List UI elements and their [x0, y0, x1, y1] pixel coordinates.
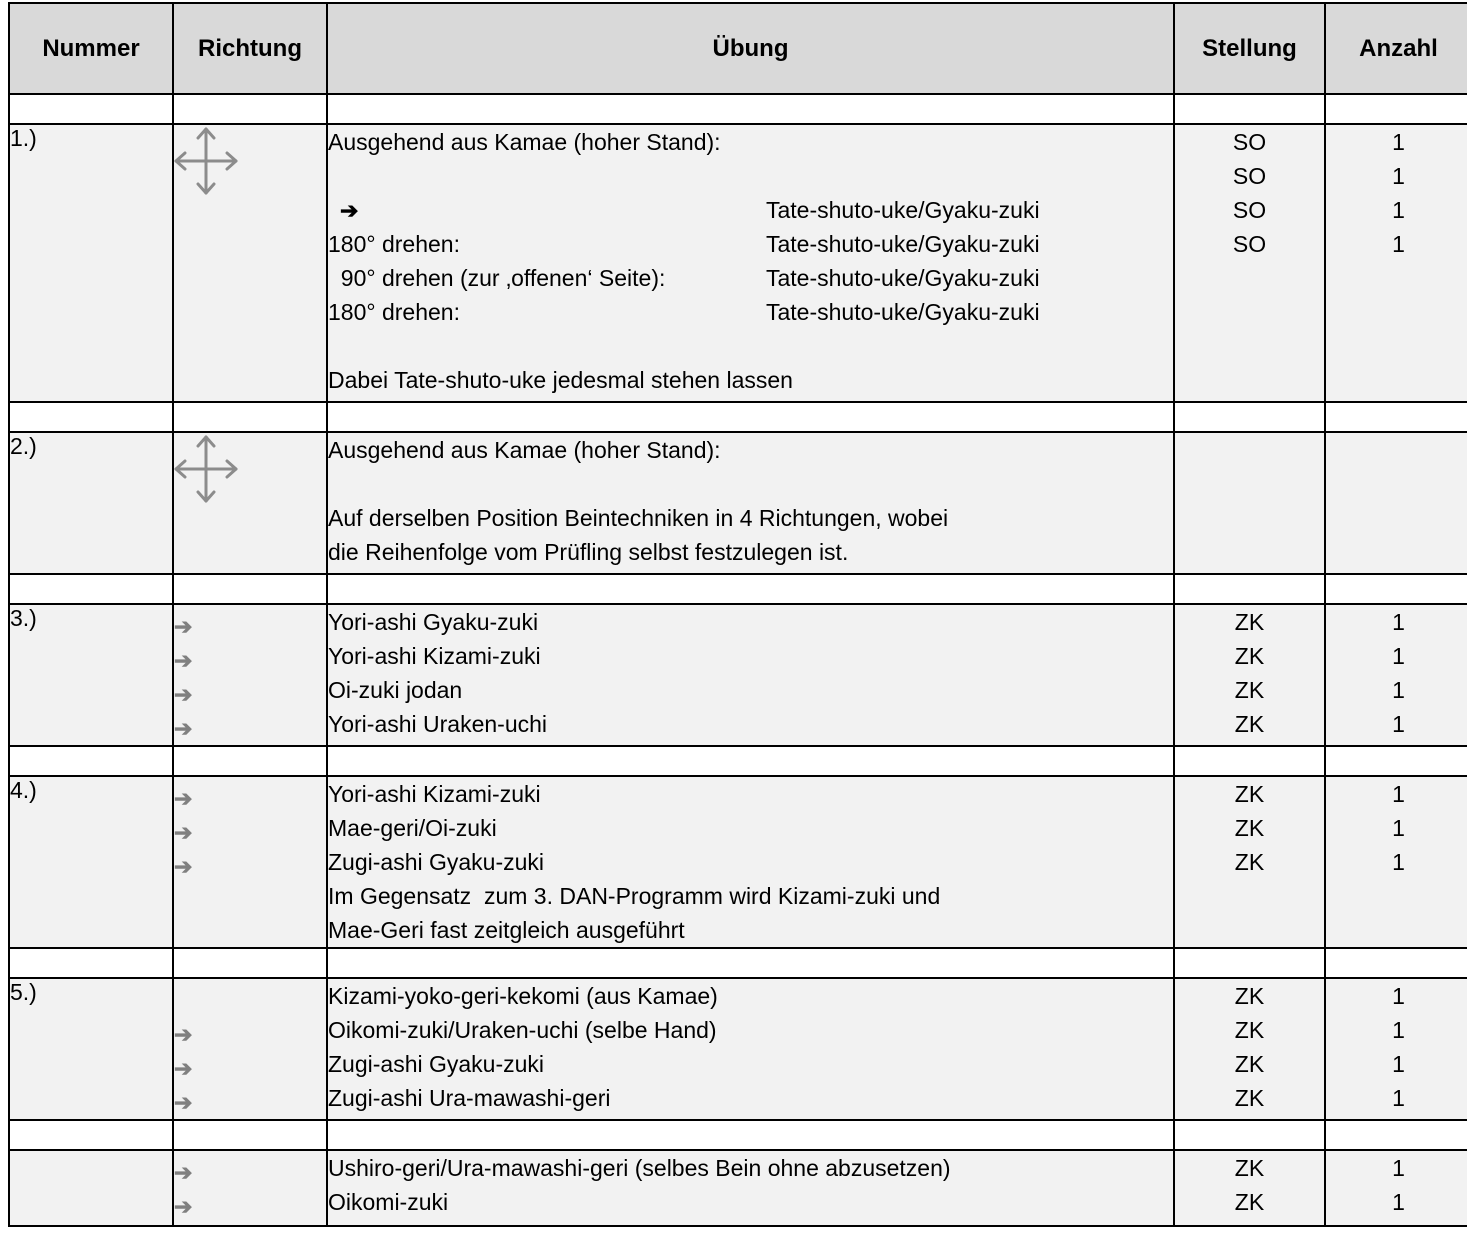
arrow-right-icon: ➔ [174, 1194, 193, 1219]
arrow-right-icon: ➔ [340, 198, 359, 223]
exercise-text [327, 604, 1174, 746]
header-uebung: Übung [327, 3, 1174, 94]
anzahl-value: 1 [1392, 1017, 1405, 1043]
anzahl-value: 1 [1392, 677, 1405, 703]
technique-text: Tate-shuto-uke/Gyaku-zuki [766, 265, 1040, 291]
technique-text: Tate-shuto-uke/Gyaku-zuki [766, 299, 1040, 325]
arrow-right-icon: ➔ [174, 1056, 193, 1081]
direction-cell [173, 978, 327, 1120]
exercise-note: Im Gegensatz zum 3. DAN-Programm wird Kizami-zuki und [328, 883, 941, 909]
stellung-value: ZK [1234, 1085, 1265, 1111]
technique-text: Ushiro-geri/Ura-mawashi-geri (selbes Bein ohne abzusetzen) [328, 1155, 951, 1181]
direction-cell [173, 124, 327, 402]
technique-text: Yori-ashi Kizami-zuki [328, 643, 541, 669]
technique-text: Oikomi-zuki [328, 1189, 449, 1215]
anzahl-value: 1 [1392, 231, 1405, 257]
technique-text: Tate-shuto-uke/Gyaku-zuki [766, 197, 1040, 223]
exercise-text [327, 776, 1174, 948]
anzahl-value: 1 [1392, 815, 1405, 841]
technique-text: Yori-ashi Gyaku-zuki [328, 609, 539, 635]
exercise-row-1 [9, 124, 1467, 402]
anzahl-cell [1325, 124, 1467, 402]
anzahl-value: 1 [1392, 1085, 1405, 1111]
exercise-line [328, 295, 1173, 329]
stellung-value: ZK [1234, 781, 1265, 807]
spacer-row [9, 574, 1467, 604]
stellung-cell [1174, 1150, 1325, 1226]
stellung-value: SO [1232, 197, 1267, 223]
exercise-line: die Reihenfolge vom Prüfling selbst festzulegen ist. [328, 539, 849, 565]
anzahl-cell [1325, 604, 1467, 746]
table-header-row [9, 3, 1467, 94]
stellung-cell [1174, 124, 1325, 402]
anzahl-value: 1 [1392, 129, 1405, 155]
turn-text: 180° drehen: [328, 299, 460, 325]
stellung-value: ZK [1234, 1051, 1265, 1077]
stellung-value: SO [1232, 129, 1267, 155]
exercise-intro: Ausgehend aus Kamae (hoher Stand): [328, 437, 721, 463]
exercise-number: 2.) [9, 432, 173, 574]
exercise-number: 1.) [9, 124, 173, 402]
stellung-value: ZK [1234, 643, 1265, 669]
spacer-row [9, 948, 1467, 978]
anzahl-cell [1325, 978, 1467, 1120]
anzahl-cell [1325, 432, 1467, 574]
exercise-line [328, 261, 1173, 295]
arrow-right-icon: ➔ [174, 1022, 193, 1047]
arrow-right-icon: ➔ [174, 820, 193, 845]
anzahl-value: 1 [1392, 1189, 1405, 1215]
stellung-value: ZK [1234, 609, 1265, 635]
exercise-number: 5.) [9, 978, 173, 1120]
anzahl-cell [1325, 776, 1467, 948]
header-anzahl: Anzahl [1325, 3, 1467, 94]
stellung-value: ZK [1234, 815, 1265, 841]
stellung-value: ZK [1234, 677, 1265, 703]
exercise-number: 4.) [9, 776, 173, 948]
exercise-line: Auf derselben Position Beintechniken in 4 Richtungen, wobei [328, 505, 949, 531]
stellung-value: ZK [1234, 1155, 1265, 1181]
exercise-note: Dabei Tate-shuto-uke jedesmal stehen lassen [328, 367, 793, 393]
exercise-note: Mae-Geri fast zeitgleich ausgeführt [328, 917, 685, 943]
exercise-line [328, 227, 1173, 261]
technique-text: Zugi-ashi Ura-mawashi-geri [328, 1085, 611, 1111]
spacer-row [9, 746, 1467, 776]
spacer-row [9, 1120, 1467, 1150]
turn-text: 180° drehen: [328, 231, 460, 257]
exercise-row-4 [9, 776, 1467, 948]
technique-text: Zugi-ashi Gyaku-zuki [328, 849, 545, 875]
anzahl-value: 1 [1392, 609, 1405, 635]
technique-text: Yori-ashi Kizami-zuki [328, 781, 541, 807]
arrow-right-icon: ➔ [174, 1160, 193, 1185]
technique-text: Kizami-yoko-geri-kekomi (aus Kamae) [328, 983, 718, 1009]
direction-cell [173, 604, 327, 746]
exercise-number [9, 1150, 173, 1226]
exercise-text [327, 1150, 1174, 1226]
technique-text: Yori-ashi Uraken-uchi [328, 711, 548, 737]
direction-cell [173, 1150, 327, 1226]
anzahl-value: 1 [1392, 781, 1405, 807]
arrow-right-icon: ➔ [174, 854, 193, 879]
exercise-number: 3.) [9, 604, 173, 746]
technique-text: Mae-geri/Oi-zuki [328, 815, 497, 841]
exercise-text [327, 978, 1174, 1120]
stellung-cell [1174, 432, 1325, 574]
stellung-cell [1174, 978, 1325, 1120]
exercise-intro: Ausgehend aus Kamae (hoher Stand): [328, 129, 721, 155]
exercise-line [328, 193, 1173, 227]
arrow-right-icon: ➔ [174, 682, 193, 707]
exercise-row-3 [9, 604, 1467, 746]
exercise-row-5 [9, 978, 1467, 1120]
anzahl-value: 1 [1392, 1051, 1405, 1077]
stellung-value: SO [1232, 163, 1267, 189]
exercise-text [327, 124, 1174, 402]
stellung-value: SO [1232, 231, 1267, 257]
four-way-arrow-icon [174, 125, 238, 197]
stellung-value: ZK [1234, 849, 1265, 875]
spacer-row [9, 94, 1467, 124]
anzahl-value: 1 [1392, 983, 1405, 1009]
technique-text: Tate-shuto-uke/Gyaku-zuki [766, 231, 1040, 257]
stellung-cell [1174, 776, 1325, 948]
anzahl-value: 1 [1392, 643, 1405, 669]
exercise-text [327, 432, 1174, 574]
anzahl-value: 1 [1392, 849, 1405, 875]
stellung-value: ZK [1234, 1189, 1265, 1215]
stellung-cell [1174, 604, 1325, 746]
technique-text: Zugi-ashi Gyaku-zuki [328, 1051, 545, 1077]
spacer-row [9, 402, 1467, 432]
turn-text: 90° drehen (zur ‚offenen‘ Seite): [328, 265, 666, 291]
header-nummer: Nummer [9, 3, 173, 94]
direction-cell [173, 432, 327, 574]
anzahl-value: 1 [1392, 1155, 1405, 1181]
arrow-right-icon: ➔ [174, 786, 193, 811]
stellung-value: ZK [1234, 983, 1265, 1009]
exercise-row-6 [9, 1150, 1467, 1226]
exam-program-table [8, 2, 1467, 1227]
header-richtung: Richtung [173, 3, 327, 94]
stellung-value: ZK [1234, 711, 1265, 737]
anzahl-value: 1 [1392, 197, 1405, 223]
anzahl-value: 1 [1392, 711, 1405, 737]
arrow-right-icon: ➔ [174, 1090, 193, 1115]
four-way-arrow-icon [174, 433, 238, 505]
technique-text: Oikomi-zuki/Uraken-uchi (selbe Hand) [328, 1017, 717, 1043]
header-stellung: Stellung [1174, 3, 1325, 94]
arrow-right-icon: ➔ [174, 648, 193, 673]
exercise-row-2 [9, 432, 1467, 574]
anzahl-value: 1 [1392, 163, 1405, 189]
anzahl-cell [1325, 1150, 1467, 1226]
arrow-right-icon: ➔ [174, 614, 193, 639]
stellung-value: ZK [1234, 1017, 1265, 1043]
direction-cell [173, 776, 327, 948]
technique-text: Oi-zuki jodan [328, 677, 463, 703]
arrow-right-icon: ➔ [174, 716, 193, 741]
